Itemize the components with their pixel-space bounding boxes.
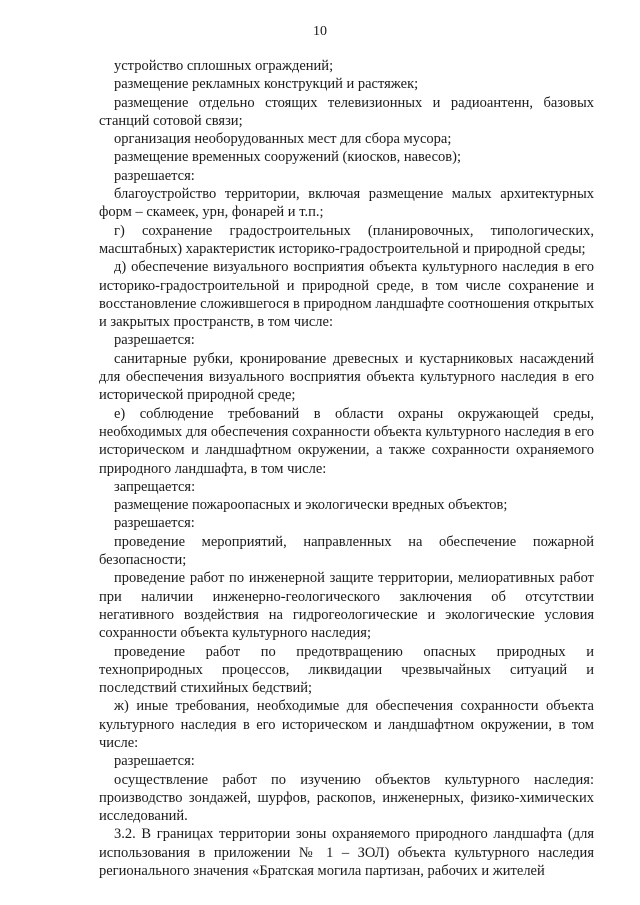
paragraph-item-e: е) соблюдение требований в области охраны окружающей среды, необходимых для обеспечения сохранности объекта культурного наследия в его историческом и ландшафтном окружении, а также сохранности охраняемого природного ландшафта, в том числе:: [99, 405, 594, 477]
paragraph: устройство сплошных ограждений;: [114, 58, 334, 74]
paragraph-item-d: д) обеспечение визуального восприятия объекта культурного наследия в его историко-градостроительной и природной среде, в том числе сохранение и восстановление сложившегося в природном ландшафте соотношения открытых и закрытых пространств, в том числе:: [99, 259, 594, 331]
paragraph: размещение пожароопасных и экологически вредных объектов;: [114, 497, 508, 514]
paragraph: размещение рекламных конструкций и растяжек;: [114, 76, 419, 93]
document-body: [99, 57, 594, 880]
page-number: 10: [313, 24, 327, 39]
paragraph: организация необорудованных мест для сбора мусора;: [114, 131, 452, 148]
paragraph-heading-prohibited: запрещается:: [114, 478, 196, 495]
paragraph-item-zh: ж) иные требования, необходимые для обеспечения сохранности объекта культурного наследия в его историческом и ландшафтном окружении, в том числе:: [99, 698, 594, 751]
paragraph: размещение отдельно стоящих телевизионных и радиоантенн, базовых станций сотовой связи;: [99, 94, 594, 129]
paragraph: размещение временных сооружений (киосков, навесов);: [114, 149, 461, 166]
paragraph: благоустройство территории, включая размещение малых архитектурных форм – скамеек, урн, фонарей и т.п.;: [99, 186, 594, 221]
paragraph-heading-allowed: разрешается:: [114, 515, 195, 532]
paragraph: проведение мероприятий, направленных на обеспечение пожарной безопасности;: [99, 533, 594, 569]
paragraph-heading-allowed: разрешается:: [114, 332, 195, 349]
paragraph-item-g: г) сохранение градостроительных (планировочных, типологических, масштабных) характеристик историко-градостроительной и природной среды;: [99, 222, 594, 257]
paragraph-heading-allowed: разрешается:: [114, 167, 195, 184]
paragraph: проведение работ по предотвращению опасных природных и техноприродных процессов, ликвидации чрезвычайных ситуаций и последствий стихийных бедствий;: [99, 643, 594, 697]
paragraph-section-3-2: 3.2. В границах территории зоны охраняемого природного ландшафта (для использования в приложении № 1 – ЗОЛ) объекта культурного наследия регионального значения «Братская могила партизан, рабочих и жителей: [99, 826, 594, 880]
paragraph: проведение работ по инженерной защите территории, мелиоративных работ при наличии инженерно-геологического заключения об отсутствии негативного воздействия на гидрогеологические и экологические условия сохранности объекта культурного наследия;: [99, 570, 594, 642]
paragraph: осуществление работ по изучению объектов культурного наследия: производство зондажей, шурфов, раскопов, инженерных, физико-химических исследований.: [99, 771, 594, 825]
paragraph-heading-allowed: разрешается:: [114, 753, 195, 770]
paragraph: санитарные рубки, кронирование древесных и кустарниковых насаждений для обеспечения визуального восприятия объекта культурного наследия в его исторической природной среде;: [99, 350, 594, 404]
